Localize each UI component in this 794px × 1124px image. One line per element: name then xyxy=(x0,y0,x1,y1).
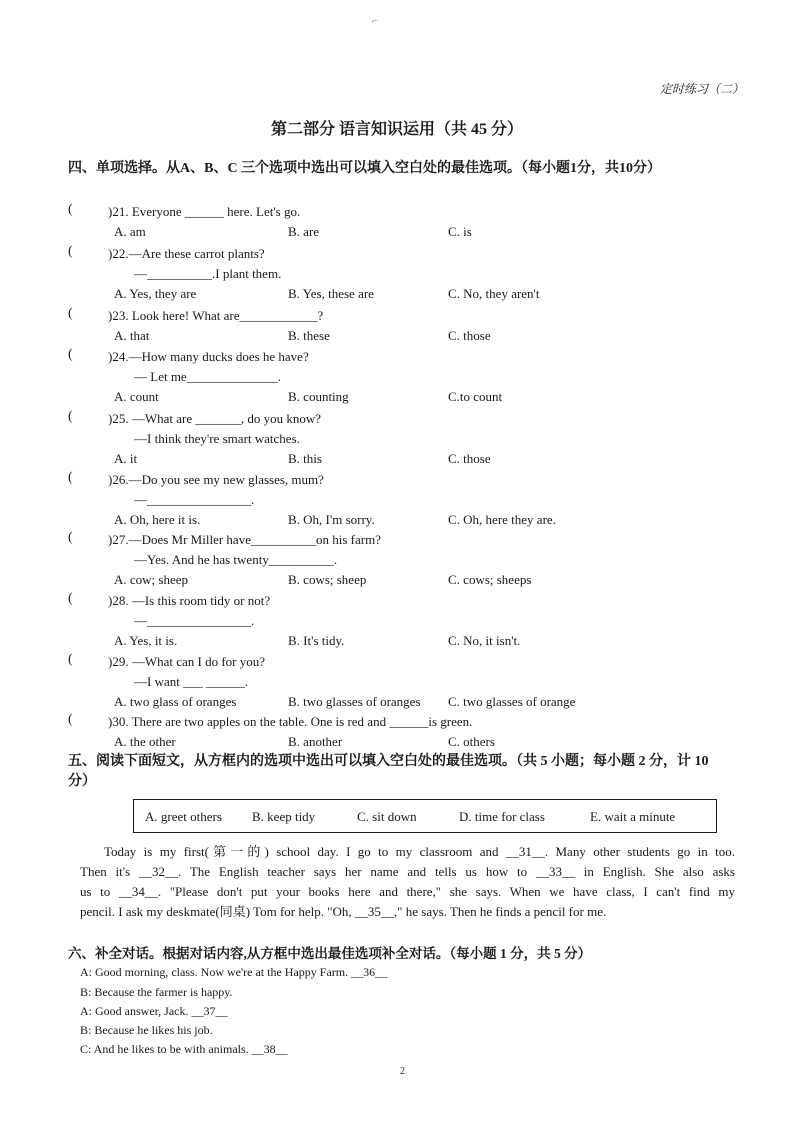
option-b: B. these xyxy=(288,328,330,343)
box-option-d: D. time for class xyxy=(459,809,545,824)
page-number: 2 xyxy=(400,1066,405,1077)
box-option-e: E. wait a minute xyxy=(590,809,676,824)
option-box xyxy=(133,799,717,833)
option-b: B. this xyxy=(288,451,322,466)
option-a: A. Oh, here it is. xyxy=(114,512,201,527)
option-c: C. those xyxy=(448,451,491,466)
section-6-heading: 六、补全对话。根据对话内容,从方框中选出最佳选项补全对话。（每小题 1 分，共 5 分） xyxy=(68,946,592,961)
question-stem: )21. Everyone ______ here. Let's go. xyxy=(108,204,301,219)
question-stem: )27.—Does Mr Miller have__________on his farm? xyxy=(108,532,381,547)
answer-paren: ( xyxy=(68,306,73,321)
option-b: B. are xyxy=(288,224,320,239)
question-stem: )25. —What are _______, do you know? xyxy=(108,411,322,426)
option-a: A. the other xyxy=(114,734,176,749)
dialogue-line: A: Good answer, Jack. __37__ xyxy=(80,1004,228,1018)
option-b: B. two glasses of oranges xyxy=(288,694,421,709)
page-title: 第二部分 语言知识运用（共 45 分） xyxy=(270,121,523,138)
option-c: C. those xyxy=(448,328,491,343)
option-a: A. Yes, it is. xyxy=(114,633,178,648)
answer-paren: ( xyxy=(68,202,73,217)
option-c: C. Oh, here they are. xyxy=(448,512,556,527)
answer-paren: ( xyxy=(68,244,73,259)
box-option-c: C. sit down xyxy=(357,809,417,824)
option-b: B. cows; sheep xyxy=(288,572,367,587)
option-a: A. cow; sheep xyxy=(114,572,189,587)
question-stem: )26.—Do you see my new glasses, mum? xyxy=(108,472,324,487)
option-a: A. that xyxy=(114,328,150,343)
option-c: C. others xyxy=(448,734,495,749)
option-b: B. another xyxy=(288,734,343,749)
dialogue-line: A: Good morning, class. Now we're at the Happy Farm. __36__ xyxy=(80,965,388,979)
option-c: C. No, they aren't xyxy=(448,286,540,301)
option-b: B. Yes, these are xyxy=(288,286,374,301)
option-b: B. It's tidy. xyxy=(288,633,345,648)
question-reply: —________________. xyxy=(134,492,255,507)
question-stem: )24.—How many ducks does he have? xyxy=(108,349,309,364)
option-a: A. two glass of oranges xyxy=(114,694,237,709)
section-4-heading: 四、单项选择。从A、B、C 三个选项中选出可以填入空白处的最佳选项。（每小题1分，共10分） xyxy=(68,161,662,176)
question-stem: )28. —Is this room tidy or not? xyxy=(108,593,271,608)
option-c: C. two glasses of orange xyxy=(448,694,576,709)
question-reply: —__________.I plant them. xyxy=(134,266,282,281)
passage-line: pencil. I ask my deskmate(同桌) Tom for help. "Oh, __35__," he says. Then he finds a pencil for me. xyxy=(80,904,607,919)
question-reply: —Yes. And he has twenty__________. xyxy=(134,552,338,567)
option-a: A. it xyxy=(114,451,138,466)
answer-paren: ( xyxy=(68,347,73,362)
option-c: C. is xyxy=(448,224,472,239)
option-a: A. Yes, they are xyxy=(114,286,197,301)
dialogue-line: C: And he likes to be with animals. __38__ xyxy=(80,1042,288,1056)
option-a: A. count xyxy=(114,389,159,404)
answer-paren: ( xyxy=(68,409,73,424)
passage-line: Today is my first(第一的) school day. I go to my classroom and __31__. Many other students go in too. xyxy=(104,844,735,859)
option-b: B. Oh, I'm sorry. xyxy=(288,512,375,527)
answer-paren: ( xyxy=(68,591,73,606)
question-stem: )23. Look here! What are____________? xyxy=(108,308,324,323)
answer-paren: ( xyxy=(68,652,73,667)
question-stem: )22.—Are these carrot plants? xyxy=(108,246,265,261)
option-c: C.to count xyxy=(448,389,503,404)
box-option-b: B. keep tidy xyxy=(252,809,316,824)
question-reply: —I think they're smart watches. xyxy=(134,431,300,446)
question-stem: )29. —What can I do for you? xyxy=(108,654,266,669)
option-b: B. counting xyxy=(288,389,349,404)
section-5-heading: 五、阅读下面短文，从方框内的选项中选出可以填入空白处的最佳选项。（共 5 小题；每小题 2 分，计 10 分） xyxy=(68,754,709,789)
question-reply: — Let me______________. xyxy=(134,369,281,384)
question-stem: )30. There are two apples on the table. One is red and ______is green. xyxy=(108,714,473,729)
dialogue-line: B: Because he likes his job. xyxy=(80,1023,213,1037)
answer-paren: ( xyxy=(68,530,73,545)
answer-paren: ( xyxy=(68,712,73,727)
option-c: C. cows; sheeps xyxy=(448,572,532,587)
dialogue-line: B: Because the farmer is happy. xyxy=(80,985,233,999)
answer-paren: ( xyxy=(68,470,73,485)
scan-mark: ⌐ xyxy=(372,16,378,27)
option-c: C. No, it isn't. xyxy=(448,633,521,648)
question-reply: —I want ___ ______. xyxy=(134,674,249,689)
passage xyxy=(80,842,735,922)
option-a: A. am xyxy=(114,224,146,239)
passage-line: us to __34__. "Please don't put your books here and there," she says. When we have class, I can't find my xyxy=(80,884,735,899)
exam-label: 定时练习（二） xyxy=(659,82,744,96)
passage-line: Then it's __32__. The English teacher says her name and tells us how to __33__ in English. She also asks xyxy=(80,864,735,879)
box-option-a: A. greet others xyxy=(145,809,222,824)
question-reply: —________________. xyxy=(134,613,255,628)
